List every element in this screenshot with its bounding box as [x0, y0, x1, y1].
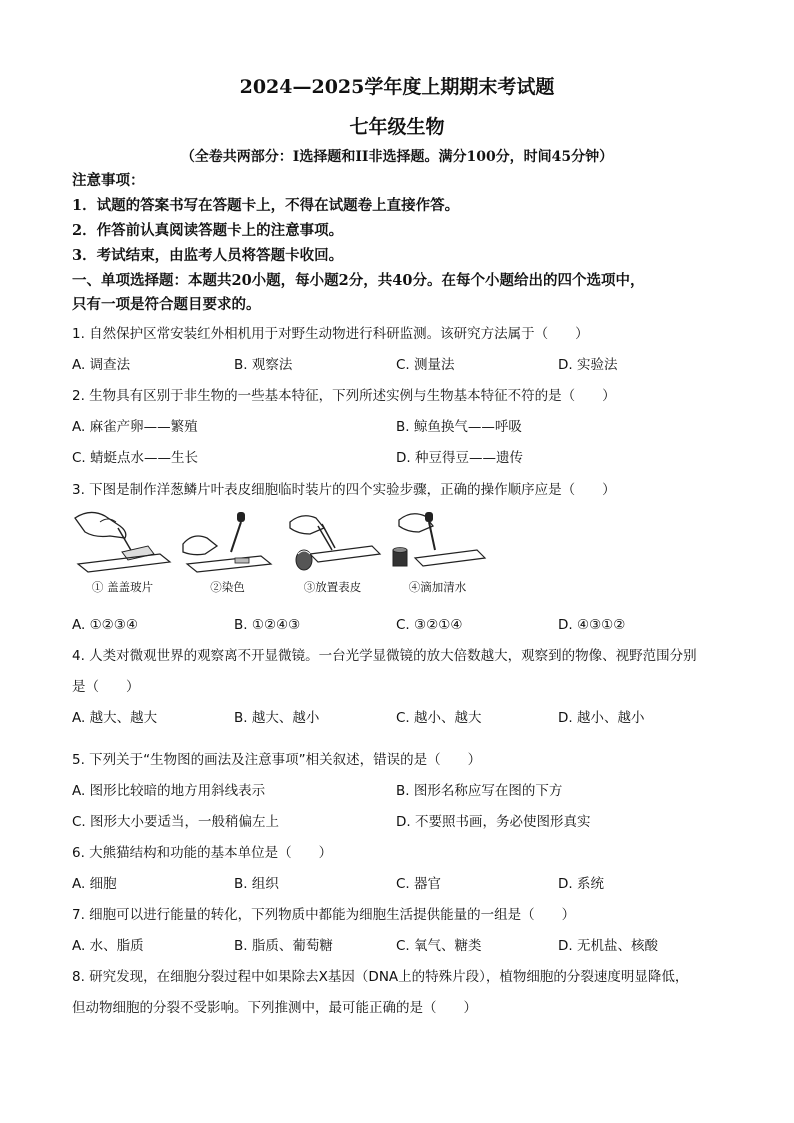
- exam-subject: 七年级生物: [349, 116, 445, 138]
- step-cover-slip-illustration: [70, 508, 175, 600]
- figure-caption: ④滴加清水: [408, 580, 467, 594]
- question-stem: 8. 研究发现，在细胞分裂过程中如果除去X基因（DNA上的特殊片段），植物细胞的分裂速度明显降低，: [72, 969, 689, 985]
- question-stem-cont: 但动物细胞的分裂不受影响。下列推测中，最可能正确的是（ ）: [72, 1000, 477, 1016]
- question-stem: 7. 细胞可以进行能量的转化，下列物质中都能为细胞生活提供能量的一组是（ ）: [72, 907, 576, 923]
- option-d: D. 实验法: [558, 357, 618, 373]
- slide-preparation-figure: [70, 508, 490, 600]
- question-stem: 4. 人类对微观世界的观察离不开显微镜。一台光学显微镜的放大倍数越大，观察到的物像、视野范围分别: [72, 648, 697, 664]
- notice-item: 2．作答前认真阅读答题卡上的注意事项。: [72, 222, 344, 239]
- question-stem-cont: 是（ ）: [72, 679, 140, 695]
- option-c: C. 蜻蜓点水——生长: [72, 450, 199, 466]
- option-b: B. 脂质、葡萄糖: [234, 938, 333, 954]
- exam-note: （全卷共两部分：I选择题和II非选择题。满分100分，时间45分钟）: [180, 149, 614, 165]
- option-c: C. 越小、越大: [396, 710, 482, 726]
- option-d: D. 种豆得豆——遗传: [396, 450, 523, 466]
- option-a: A. 水、脂质: [72, 938, 144, 954]
- step-add-water-illustration: [385, 508, 490, 600]
- hand-cover-slip-icon: [70, 508, 175, 578]
- step-place-epidermis-illustration: [280, 508, 385, 600]
- question-stem: 2. 生物具有区别于非生物的一些基本特征，下列所述实例与生物基本特征不符的是（ ）: [72, 388, 616, 404]
- option-d: D. 系统: [558, 876, 604, 892]
- hand-dropper-icon: [175, 508, 280, 578]
- figure-caption: ③放置表皮: [303, 580, 362, 594]
- notice-item: 1．试题的答案书写在答题卡上，不得在试题卷上直接作答。: [72, 197, 460, 214]
- notice-heading: 注意事项：: [72, 172, 145, 189]
- hand-pipette-beaker-icon: [385, 508, 490, 578]
- option-c: C. 器官: [396, 876, 442, 892]
- option-b: B. 越大、越小: [234, 710, 320, 726]
- question-stem: 1. 自然保护区常安装红外相机用于对野生动物进行科研监测。该研究方法属于（ ）: [72, 326, 589, 342]
- section-heading-cont: 只有一项是符合题目要求的。: [72, 296, 261, 313]
- option-a: A. 调查法: [72, 357, 131, 373]
- option-c: C. 测量法: [396, 357, 455, 373]
- option-a: A. 麻雀产卵——繁殖: [72, 419, 198, 435]
- option-c: C. 图形大小要适当，一般稍偏左上: [72, 814, 280, 830]
- section-heading: 一、单项选择题：本题共20小题，每小题2分，共40分。在每个小题给出的四个选项中，: [72, 272, 645, 289]
- option-b: B. 图形名称应写在图的下方: [396, 783, 563, 799]
- option-c: C. ③②①④: [396, 617, 463, 633]
- option-d: D. 越小、越小: [558, 710, 645, 726]
- notice-item: 3．考试结束，由监考人员将答题卡收回。: [72, 247, 344, 264]
- option-b: B. 观察法: [234, 357, 293, 373]
- figure-caption: ②染色: [210, 580, 245, 594]
- option-d: D. 无机盐、核酸: [558, 938, 658, 954]
- option-c: C. 氧气、糖类: [396, 938, 482, 954]
- option-d: D. ④③①②: [558, 617, 626, 633]
- figure-caption: ① 盖盖玻片: [91, 580, 154, 594]
- option-b: B. 组织: [234, 876, 279, 892]
- option-d: D. 不要照书画，务必使图形真实: [396, 814, 591, 830]
- exam-title: 2024—2025学年度上期期末考试题: [239, 76, 555, 98]
- hand-tweezers-onion-icon: [280, 508, 385, 578]
- option-a: A. 越大、越大: [72, 710, 158, 726]
- option-a: A. 图形比较暗的地方用斜线表示: [72, 783, 266, 799]
- option-b: B. 鲸鱼换气——呼吸: [396, 419, 522, 435]
- option-a: A. 细胞: [72, 876, 117, 892]
- step-staining-illustration: [175, 508, 280, 600]
- question-stem: 3. 下图是制作洋葱鳞片叶表皮细胞临时装片的四个实验步骤，正确的操作顺序应是（ ）: [72, 482, 616, 498]
- option-b: B. ①②④③: [234, 617, 301, 633]
- question-stem: 5. 下列关于“生物图的画法及注意事项”相关叙述，错误的是（ ）: [72, 752, 482, 768]
- option-a: A. ①②③④: [72, 617, 138, 633]
- question-stem: 6. 大熊猫结构和功能的基本单位是（ ）: [72, 845, 333, 861]
